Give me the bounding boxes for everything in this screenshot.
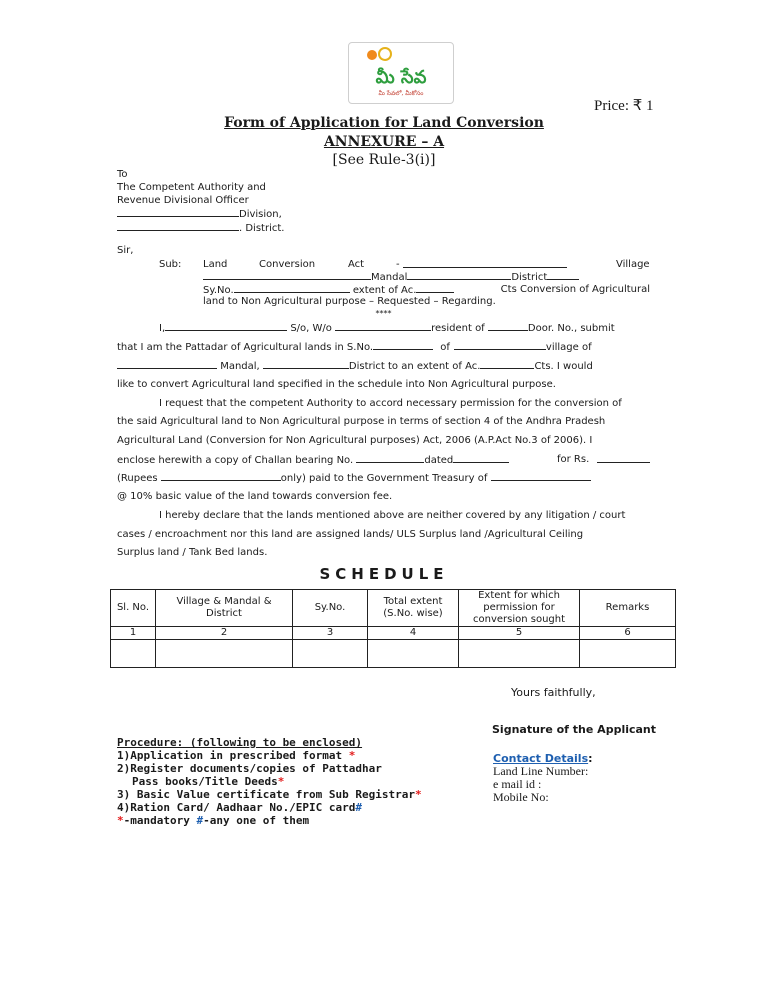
- residence-blank[interactable]: [488, 321, 528, 331]
- address-block: [117, 168, 284, 235]
- header-extent-sought: Extent for which permission for conversion sought: [459, 590, 580, 627]
- p2-line5: (Rupees only) paid to the Government Treasury of: [117, 471, 650, 485]
- procedure-item-4: 4)Ration Card/ Aadhaar No./EPIC card#: [117, 801, 363, 814]
- logo-text: మీ సేవ: [375, 67, 427, 88]
- address-line1: The Competent Authority and: [117, 182, 266, 193]
- col-number: 3: [293, 627, 368, 640]
- header-syno: Sy.No.: [293, 590, 368, 627]
- syno-blank[interactable]: [234, 283, 350, 293]
- applicant-name-blank[interactable]: [165, 321, 287, 331]
- address-district: . District.: [117, 221, 284, 235]
- col-number: 5: [459, 627, 580, 640]
- subject-line3: Sy.No. extent of Ac. Cts Conversion of Agricultural: [203, 284, 650, 296]
- procedure-block: [117, 736, 422, 827]
- contact-email: e mail id :: [493, 777, 542, 791]
- procedure-item-1: 1)Application in prescribed format *: [117, 749, 356, 762]
- p3-line3: Surplus land / Tank Bed lands.: [117, 547, 268, 558]
- schedule-heading: SCHEDULE: [319, 565, 449, 583]
- logo-graphic: [349, 43, 453, 103]
- annexure-title: ANNEXURE – A: [323, 134, 445, 150]
- yours-faithfully: Yours faithfully,: [511, 686, 596, 699]
- col-number: 6: [580, 627, 676, 640]
- mandatory-mark: *: [415, 788, 422, 801]
- procedure-item-3: 3) Basic Value certificate from Sub Registrar*: [117, 788, 422, 801]
- rule-reference: [See Rule-3(i)]: [332, 152, 436, 168]
- col-number: 1: [111, 627, 156, 640]
- header-slno: Sl. No.: [111, 590, 156, 627]
- division-blank[interactable]: [117, 207, 239, 217]
- mandal-blank[interactable]: [407, 270, 511, 280]
- schedule-table: [110, 589, 676, 668]
- amount-blank[interactable]: [597, 453, 650, 463]
- p1-extent-blank[interactable]: [480, 359, 534, 369]
- address-line2: Revenue Divisional Officer: [117, 195, 249, 206]
- p2-line6: @ 10% basic value of the land towards conversion fee.: [117, 491, 393, 502]
- p3-line1: I hereby declare that the lands mentioned above are neither covered by any litigation / court: [159, 510, 626, 521]
- logo-sun-icon: [367, 50, 377, 60]
- header-remarks: Remarks: [580, 590, 676, 627]
- p1-line4: like to convert Agricultural land specified in the schedule into Non Agricultural purpose.: [117, 379, 556, 390]
- address-to: To: [117, 169, 128, 180]
- entry-cell[interactable]: [111, 640, 156, 668]
- of-blank[interactable]: [454, 340, 546, 350]
- entry-cell[interactable]: [156, 640, 293, 668]
- letter-body: [117, 244, 650, 564]
- village-blank[interactable]: [203, 270, 371, 280]
- schedule-entry-row: [111, 640, 676, 668]
- p1-mandal-blank[interactable]: [117, 359, 217, 369]
- contact-block: [493, 752, 593, 804]
- sno-blank[interactable]: [373, 340, 433, 350]
- challan-no-blank[interactable]: [356, 453, 424, 463]
- p2-line4: enclose herewith a copy of Challan bearing No. dated for Rs.: [117, 453, 650, 467]
- p1-line2: that I am the Pattadar of Agricultural lands in S.No. of village of: [117, 342, 592, 353]
- signature-label: Signature of the Applicant: [492, 723, 657, 736]
- contact-mobile: Mobile No:: [493, 790, 549, 804]
- entry-cell[interactable]: [580, 640, 676, 668]
- p2-line3: Agricultural Land (Conversion for Non Agricultural purposes) Act, 2006 (A.P.Act No.3 of 2006). I: [117, 435, 593, 446]
- schedule-header-row: [111, 590, 676, 627]
- col-number: 4: [368, 627, 459, 640]
- logo-tagline: మీ సేవలో, మీకోసం: [378, 90, 424, 97]
- mandatory-mark: *: [277, 775, 285, 788]
- any-one-mark: #: [355, 801, 363, 814]
- challan-date-blank[interactable]: [453, 453, 509, 463]
- header-village: Village & Mandal & District: [156, 590, 293, 627]
- logo-emblem-icon: [379, 48, 391, 60]
- rupees-words-blank[interactable]: [161, 471, 281, 481]
- parent-name-blank[interactable]: [335, 321, 431, 331]
- entry-cell[interactable]: [293, 640, 368, 668]
- p2-line1: I request that the competent Authority to accord necessary permission for the conversion of: [159, 398, 622, 409]
- col-number: 2: [156, 627, 293, 640]
- subject-line2: Mandal District: [203, 270, 650, 284]
- entry-cell[interactable]: [459, 640, 580, 668]
- procedure-legend: *-mandatory #-any one of them: [117, 814, 310, 827]
- district-sub-blank[interactable]: [547, 270, 579, 280]
- schedule-number-row: [111, 627, 676, 640]
- district-blank[interactable]: [117, 221, 239, 231]
- p2-line2: the said Agricultural land to Non Agricultural purpose in terms of section 4 of the Andhra Pradesh: [117, 416, 606, 427]
- form-title: Form of Application for Land Conversion: [224, 115, 544, 131]
- contact-landline: Land Line Number:: [493, 764, 589, 778]
- treasury-blank[interactable]: [491, 471, 591, 481]
- procedure-item-2-cont: Pass books/Title Deeds*: [132, 775, 285, 788]
- procedure-heading: Procedure: (following to be enclosed): [117, 736, 363, 749]
- subject-line1: Sub: Land Conversion Act - Village: [159, 259, 650, 270]
- separator-stars: ****: [375, 309, 392, 318]
- subject-line4: land to Non Agricultural purpose – Requested – Regarding.: [203, 296, 496, 307]
- meeseva-logo: [348, 42, 454, 104]
- salutation: Sir,: [117, 245, 134, 256]
- mandatory-mark: *: [348, 749, 356, 762]
- procedure-item-2: 2)Register documents/copies of Pattadhar: [117, 762, 382, 775]
- extent-blank[interactable]: [416, 283, 454, 293]
- p1-district-blank[interactable]: [263, 359, 349, 369]
- p1-line1: I, S/o, W/o resident of Door. No., submit: [159, 323, 615, 334]
- contact-heading: Contact Details:: [493, 752, 593, 765]
- header-total-extent: Total extent (S.No. wise): [368, 590, 459, 627]
- p1-line3: Mandal, District to an extent of Ac. Cts. I would: [117, 359, 650, 373]
- p3-line2: cases / encroachment nor this land are assigned lands/ ULS Surplus land /Agricultural Ceiling: [117, 529, 584, 540]
- entry-cell[interactable]: [368, 640, 459, 668]
- price-label: Price: ₹ 1: [594, 98, 654, 114]
- act-blank[interactable]: [403, 258, 567, 268]
- address-division: Division,: [117, 207, 284, 221]
